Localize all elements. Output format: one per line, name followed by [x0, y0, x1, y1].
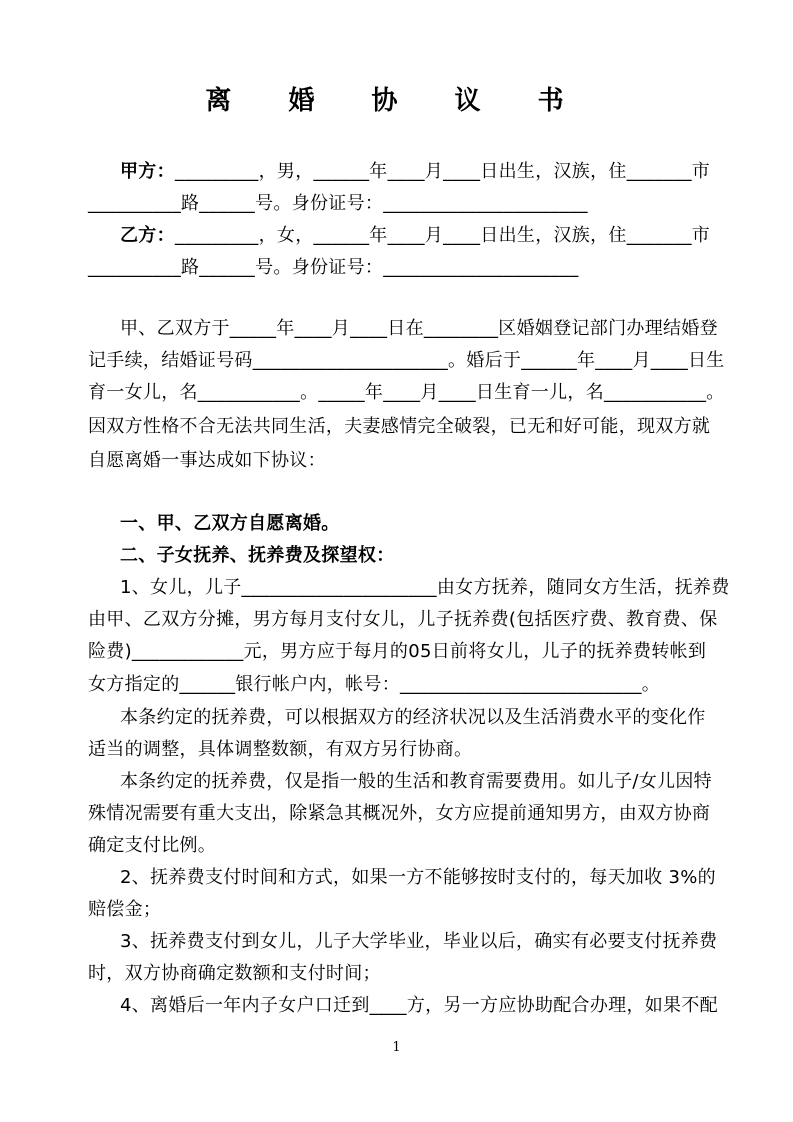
section-2-heading: 二、子女抚养、抚养费及探望权： [120, 545, 395, 566]
preamble-line-3: 育一女儿，名___________。_____年____月____日生育一儿，名___________。 [88, 382, 725, 403]
party-a-line-1 [120, 160, 710, 184]
party-b-line-2: __________路______号。身份证号：_____________________ [88, 257, 579, 278]
note-2-line-1: 本条约定的抚养费，仅是指一般的生活和教育需要费用。如儿子/女儿因特 [120, 771, 712, 792]
clause-1-line-2: 由甲、乙双方分摊，男方每月支付女儿，儿子抚养费(包括医疗费、教育费、保 [88, 609, 718, 630]
preamble-line-2: 记手续，结婚证号码_____________________。婚后于______年____月____日生 [88, 350, 725, 371]
section-1-heading: 一、甲、乙双方自愿离婚。 [120, 513, 340, 534]
clause-3-line-1: 3、抚养费支付到女儿，儿子大学毕业，毕业以后，确实有必要支付抚养费 [120, 931, 718, 952]
clause-1-line-1: 1、女儿，儿子_____________________由女方抚养，随同女方生活，抚养费 [120, 577, 730, 598]
preamble-line-4: 因双方性格不合无法共同生活，夫妻感情完全破裂，已无和好可能，现双方就 [88, 416, 711, 437]
document-title: 离 婚 协 议 书 [205, 86, 588, 116]
note-2-line-3: 确定支付比例。 [88, 835, 217, 856]
clause-1-line-3: 险费)____________元，男方应于每月的05日前将女儿，儿子的抚养费转帐到 [88, 641, 707, 662]
party-b-line-1 [120, 224, 710, 248]
party-b-details: _________，女，______年____月____日出生，汉族，住_______市 [174, 225, 711, 246]
preamble-line-5: 自愿离婚一事达成如下协议： [88, 450, 326, 471]
clause-2-line-1: 2、抚养费支付时间和方式，如果一方不能够按时支付的，每天加收 3%的 [120, 867, 716, 888]
page-number: 1 [392, 1040, 401, 1055]
preamble-line-1: 甲、乙双方于_____年____月____日在________区婚姻登记部门办理结婚登 [120, 318, 718, 339]
party-a-details: _________，男，______年____月____日出生，汉族，住_______市 [174, 161, 711, 182]
note-1-line-2: 适当的调整，具体调整数额，有双方另行协商。 [88, 739, 473, 760]
party-a-label: 甲方： [120, 161, 175, 182]
party-b-label: 乙方： [120, 225, 175, 246]
clause-2-line-2: 赔偿金； [88, 899, 162, 920]
clause-1-line-4: 女方指定的______银行帐户内，帐号：__________________________。 [88, 674, 661, 695]
clause-3-line-2: 时，双方协商确定数额和支付时间； [88, 963, 381, 984]
clause-4-line-1: 4、离婚后一年内子女户口迁到____方，另一方应协助配合办理，如果不配 [120, 995, 718, 1016]
party-a-line-2: __________路______号。身份证号：______________________ [88, 193, 588, 214]
note-1-line-1: 本条约定的抚养费，可以根据双方的经济状况以及生活消费水平的变化作 [120, 707, 706, 728]
note-2-line-2: 殊情况需要有重大支出，除紧急其概况外，女方应提前通知男方，由双方协商 [88, 803, 711, 824]
